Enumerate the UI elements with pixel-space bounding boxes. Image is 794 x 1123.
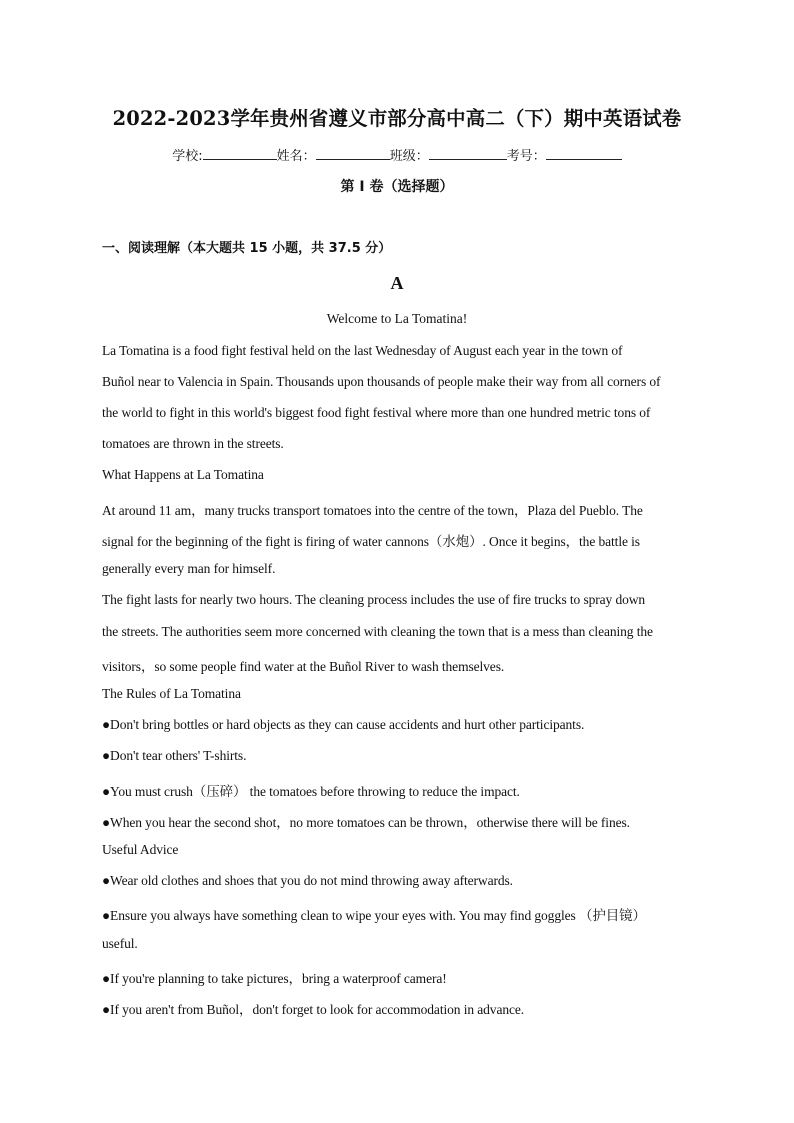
subheading: Useful Advice <box>102 842 179 857</box>
school-label: 学校: <box>172 149 203 164</box>
passage-line: La Tomatina is a food fight festival held on the last Wednesday of August each year in the town of <box>102 343 623 358</box>
rule-item: ●When you hear the second shot，no more tomatoes can be thrown，otherwise there will be fines. <box>102 815 630 830</box>
subheading: The Rules of La Tomatina <box>102 686 241 701</box>
rule-item: ●Don't bring bottles or hard objects as they can cause accidents and hurt other participants. <box>102 717 585 732</box>
passage-letter: A <box>390 273 404 293</box>
volume-label: 第 I 卷（选择题） <box>340 179 454 195</box>
passage-line: tomatoes are thrown in the streets. <box>102 436 284 451</box>
subheading: What Happens at La Tomatina <box>102 467 264 482</box>
passage-line: the streets. The authorities seem more concerned with cleaning the town that is a mess than cleaning the <box>102 624 653 639</box>
passage-line: Buñol near to Valencia in Spain. Thousands upon thousands of people make their way from all corners of <box>102 374 661 389</box>
passage-title: Welcome to La Tomatina! <box>326 311 468 326</box>
advice-item: ●Ensure you always have something clean to wipe your eyes with. You may find goggles （护目镜） <box>102 908 646 923</box>
exam-title: 2022-2023学年贵州省遵义市部分高中高二（下）期中英语试卷 <box>112 107 682 130</box>
advice-item: ●If you aren't from Buñol，don't forget to look for accommodation in advance. <box>102 1002 525 1017</box>
number-label: 考号： <box>506 149 546 164</box>
name-blank[interactable] <box>316 145 390 160</box>
passage-line: visitors，so some people find water at the Buñol River to wash themselves. <box>102 659 505 674</box>
passage-line: the world to fight in this world's biggest food fight festival where more than one hundred metric tons of <box>102 405 651 420</box>
number-blank[interactable] <box>546 145 622 160</box>
passage-line: useful. <box>102 936 138 951</box>
passage-line: At around 11 am，many trucks transport tomatoes into the centre of the town，Plaza del Pueblo. The <box>102 503 643 518</box>
advice-item: ●Wear old clothes and shoes that you do not mind throwing away afterwards. <box>102 873 513 888</box>
passage-line: generally every man for himself. <box>102 561 276 576</box>
class-label: 班级： <box>389 149 429 164</box>
student-info-row <box>0 145 794 164</box>
school-blank[interactable] <box>203 145 277 160</box>
name-label: 姓名： <box>276 149 316 164</box>
rule-item: ●Don't tear others' T-shirts. <box>102 748 247 763</box>
passage-line: signal for the beginning of the fight is firing of water cannons（水炮）. Once it begins，the battle is <box>102 534 640 549</box>
part-heading: 一、阅读理解（本大题共 15 小题，共 37.5 分） <box>102 241 392 256</box>
passage-line: The fight lasts for nearly two hours. The cleaning process includes the use of fire trucks to spray down <box>102 592 646 607</box>
rule-item: ●You must crush（压碎） the tomatoes before throwing to reduce the impact. <box>102 784 520 799</box>
class-blank[interactable] <box>429 145 507 160</box>
advice-item: ●If you're planning to take pictures，bring a waterproof camera! <box>102 971 447 986</box>
